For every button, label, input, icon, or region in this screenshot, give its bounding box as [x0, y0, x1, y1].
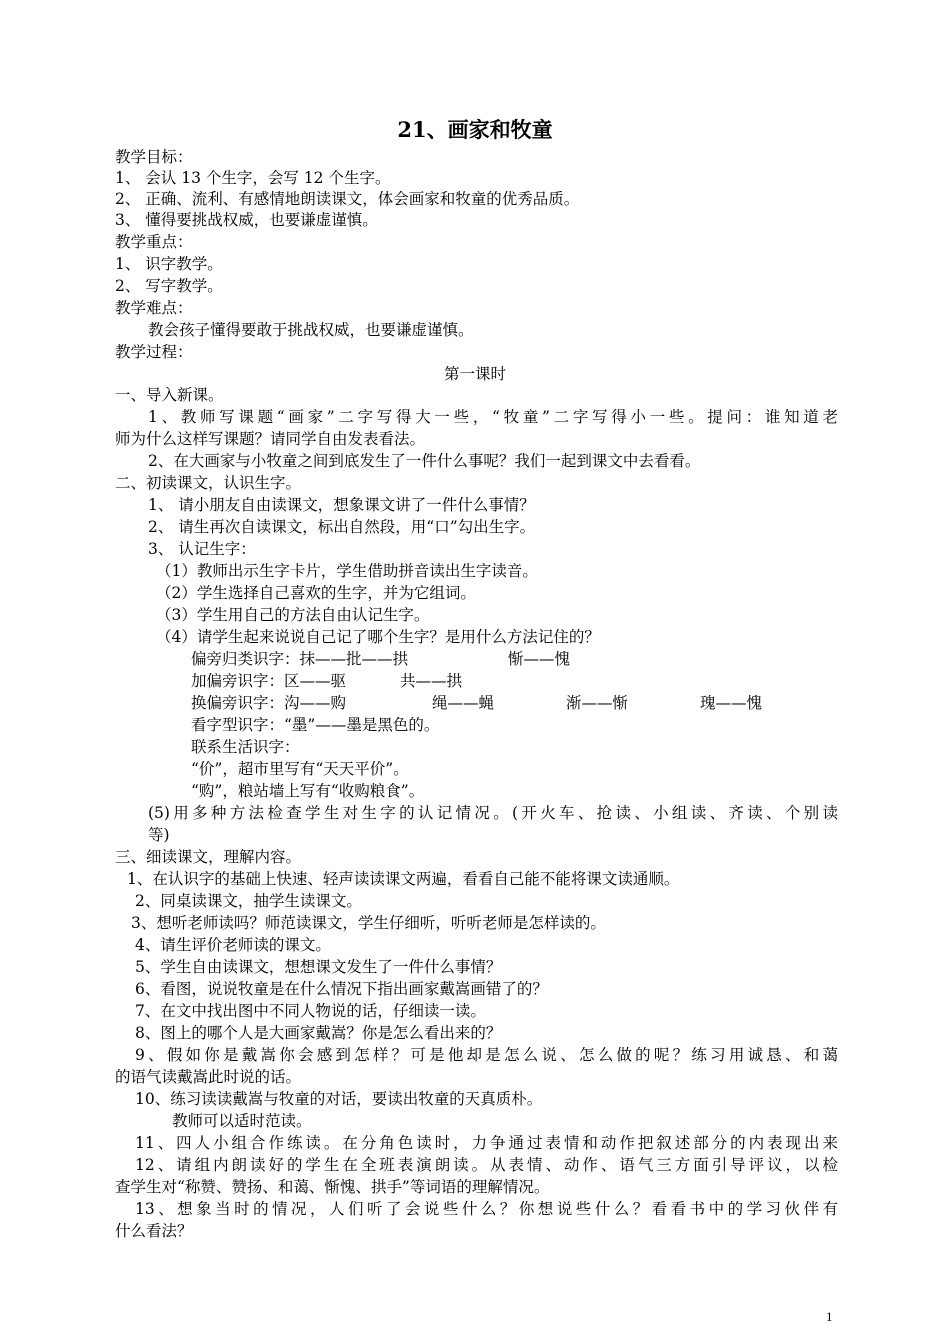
method-pair: 惭——愧 — [508, 650, 571, 668]
method-line: 看字型识字：“墨”——墨是黑色的。 — [191, 716, 440, 734]
list-item: 教师可以适时范读。 — [172, 1112, 312, 1130]
list-item: 10、练习读读戴嵩与牧童的对话，要读出牧童的天真质朴。 — [135, 1090, 543, 1108]
list-item: 9、假如你是戴嵩你会感到怎样？可是他却是怎么说、怎么做的呢？练习用诚恳、和蔼 — [135, 1046, 838, 1064]
method-example: “价”，超市里写有“天天平价”。 — [191, 760, 409, 778]
paragraph-line: 2、在大画家与小牧童之间到底发生了一件什么事呢？我们一起到课文中去看看。 — [148, 452, 701, 470]
method-pair: 共——拱 — [400, 672, 463, 690]
page-number: 1 — [826, 1309, 833, 1324]
list-item: 查学生对“称赞、赞扬、和蔼、惭愧、拱手”等词语的理解情况。 — [115, 1178, 550, 1196]
list-item: 2、 请生再次自读课文，标出自然段，用“口”勾出生字。 — [148, 518, 536, 536]
sub-item: （3）学生用自己的方法自由认记生字。 — [156, 606, 430, 624]
paragraph-line: 师为什么这样写课题？请同学自由发表看法。 — [115, 430, 426, 448]
sub-item: （4）请学生起来说说自己记了哪个生字？是用什么方法记住的？ — [156, 628, 600, 646]
section-heading: 一、导入新课。 — [115, 386, 224, 404]
method-line: 联系生活识字： — [191, 738, 300, 756]
list-item: 11、四人小组合作练读。在分角色读时，力争通过表情和动作把叙述部分的内表现出来 — [135, 1134, 838, 1152]
method-example: “购”，粮站墙上写有“收购粮食”。 — [191, 782, 425, 800]
difficulties-heading: 教学难点： — [115, 299, 193, 317]
list-item: 的语气读戴嵩此时说的话。 — [115, 1068, 302, 1086]
list-item: 4、请生评价老师读的课文。 — [135, 936, 331, 954]
list-item: 8、图上的哪个人是大画家戴嵩？你是怎么看出来的？ — [135, 1024, 502, 1042]
key-point-item: 1、 识字教学。 — [115, 255, 223, 273]
goal-item: 3、 懂得要挑战权威，也要谦虚谨慎。 — [115, 211, 378, 229]
list-item: 3、 认记生字： — [148, 540, 256, 558]
list-item: 6、看图，说说牧童是在什么情况下指出画家戴嵩画错了的？ — [135, 980, 548, 998]
list-item: 2、同桌读课文，抽学生读课文。 — [135, 892, 362, 910]
lesson-period-title: 第一课时 — [443, 365, 506, 383]
list-item: 什么看法？ — [115, 1222, 193, 1240]
list-item: 5、学生自由读课文，想想课文发生了一件什么事情？ — [135, 958, 502, 976]
sub-item: （1）教师出示生字卡片，学生借助拼音读出生字读音。 — [156, 562, 538, 580]
goals-heading: 教学目标： — [115, 148, 193, 166]
list-item: 12、请组内朗读好的学生在全班表演朗读。从表情、动作、语气三方面引导评议，以检 — [135, 1156, 838, 1174]
list-item: 7、在文中找出图中不同人物说的话，仔细读一读。 — [135, 1002, 486, 1020]
sub-item: （2）学生选择自己喜欢的生字，并为它组词。 — [156, 584, 476, 602]
goal-item: 1、 会认 13 个生字，会写 12 个生字。 — [115, 169, 391, 187]
key-points-heading: 教学重点： — [115, 233, 193, 251]
method-pair: 渐——惭 — [566, 694, 629, 712]
section-heading: 三、细读课文，理解内容。 — [115, 848, 302, 866]
method-line: 加偏旁识字：区——驱 — [191, 672, 347, 690]
section-heading: 二、初读课文，认识生字。 — [115, 474, 302, 492]
process-heading: 教学过程： — [115, 343, 193, 361]
difficulty-item: 教会孩子懂得要敢于挑战权威，也要谦虚谨慎。 — [148, 321, 474, 339]
method-line: 偏旁归类识字：抹——批——拱 — [191, 650, 409, 668]
key-point-item: 2、 写字教学。 — [115, 277, 223, 295]
sub-item: 等) — [148, 826, 170, 844]
method-line: 换偏旁识字：沟——购 — [191, 694, 347, 712]
method-pair: 绳——蝇 — [432, 694, 495, 712]
paragraph-line: 1、教师写课题“画家”二字写得大一些，“牧童”二字写得小一些。提问：谁知道老 — [148, 408, 838, 426]
list-item: 1、在认识字的基础上快速、轻声读读课文两遍，看看自己能不能将课文读通顺。 — [127, 870, 680, 888]
list-item: 3、想听老师读吗？师范读课文，学生仔细听，听听老师是怎样读的。 — [131, 914, 606, 932]
lesson-title: 21、画家和牧童 — [397, 117, 553, 142]
method-pair: 瑰——愧 — [700, 694, 763, 712]
sub-item: (5)用多种方法检查学生对生字的认记情况。(开火车、抢读、小组读、齐读、个别读 — [148, 804, 838, 822]
goal-item: 2、 正确、流利、有感情地朗读课文，体会画家和牧童的优秀品质。 — [115, 190, 580, 208]
list-item: 13、想象当时的情况，人们听了会说些什么？你想说些什么？看看书中的学习伙伴有 — [135, 1200, 838, 1218]
list-item: 1、 请小朋友自由读课文，想象课文讲了一件什么事情？ — [148, 496, 535, 514]
